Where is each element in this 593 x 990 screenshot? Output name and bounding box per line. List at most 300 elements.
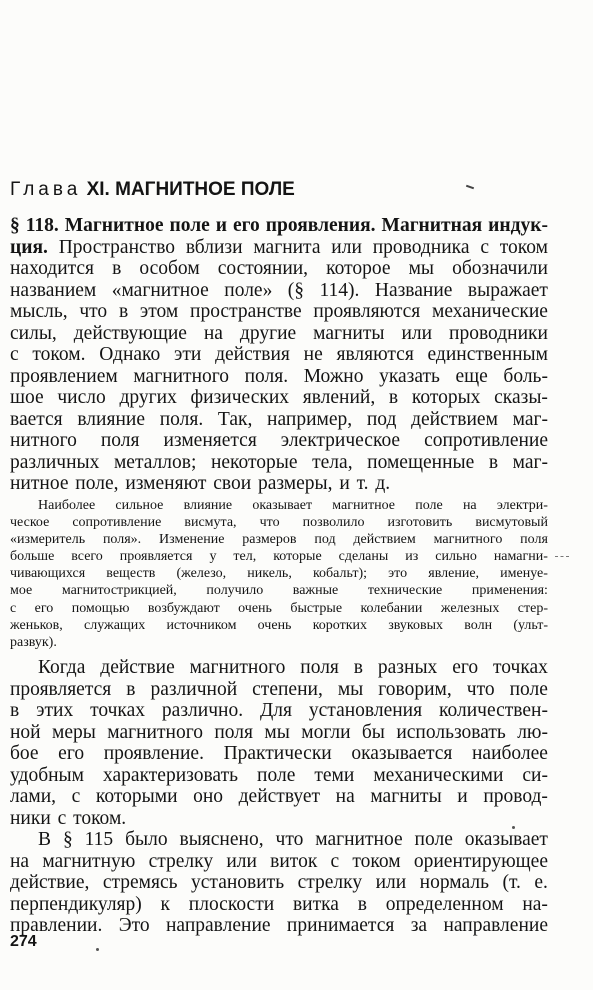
word: Это [118, 915, 150, 936]
word: поле [257, 764, 296, 786]
word: изменяется [163, 430, 257, 451]
word: действующие [73, 322, 187, 344]
word: свои [213, 473, 252, 494]
word: поля [520, 532, 548, 548]
word: под [366, 408, 397, 430]
word: 118. [25, 215, 59, 236]
word: чивающихся [10, 566, 86, 582]
margin-mark [555, 556, 569, 558]
text-line [10, 829, 548, 851]
word: точках [493, 657, 548, 678]
word: оказывает [252, 498, 313, 513]
word: в [118, 301, 129, 322]
word: могли [301, 721, 351, 743]
word: которыми [95, 786, 178, 807]
text-line [10, 323, 548, 345]
word: явление, [428, 566, 480, 582]
word: мы [264, 721, 290, 743]
word: проявление. [103, 743, 204, 764]
word: действия [215, 344, 290, 365]
word: этом [139, 301, 179, 322]
word: (§ [287, 279, 305, 301]
word: 115 [84, 829, 114, 850]
word: ники [10, 807, 51, 829]
word: развук). [10, 634, 57, 650]
word: ческое [10, 515, 50, 531]
word: е. [534, 872, 548, 893]
word: Практически [223, 743, 332, 764]
word: говорим, [378, 678, 452, 700]
word: число [57, 387, 106, 408]
word: например, [267, 408, 353, 430]
word: магнитную [42, 850, 136, 872]
word: всего [71, 549, 103, 565]
word: действие, [10, 872, 90, 893]
text-line [10, 894, 548, 916]
word: с [330, 850, 340, 872]
word: или [331, 236, 362, 258]
word: названием [10, 279, 97, 301]
word: под [314, 532, 336, 548]
word: источником [166, 617, 237, 633]
text-line [10, 872, 548, 894]
word: поля [300, 657, 339, 678]
word: разных [377, 657, 438, 678]
word: находится [10, 258, 95, 279]
word: бое [10, 743, 39, 764]
text-line [10, 409, 548, 431]
word: удобным [10, 764, 84, 786]
word: являются [336, 344, 414, 365]
word: проявляется [119, 549, 193, 565]
word: си- [522, 764, 548, 786]
word: в [388, 387, 399, 408]
word: ция. [10, 236, 48, 258]
word: направление [443, 915, 548, 936]
word: Название [374, 279, 453, 301]
word: к [160, 893, 171, 915]
word: провод- [483, 786, 548, 807]
word: различных [10, 451, 100, 473]
word: что [259, 515, 280, 531]
word: Магнитная [381, 215, 483, 236]
word: применения: [471, 583, 548, 599]
word: в [357, 893, 367, 915]
word: действие [100, 657, 175, 678]
word: его [452, 657, 479, 678]
text-line [10, 722, 548, 744]
word: маг- [512, 408, 548, 430]
word: указать [379, 365, 440, 387]
word: за [410, 915, 428, 936]
word: магнита [253, 236, 321, 258]
word: висмута, [184, 515, 237, 531]
word: некоторые [210, 451, 298, 473]
text-line [10, 915, 548, 937]
word: и [339, 473, 350, 494]
word: витка [292, 893, 339, 915]
word: на- [522, 893, 548, 915]
word: виток [270, 850, 318, 872]
word: поле [414, 829, 453, 850]
word: у [209, 549, 217, 565]
word: наиболее [471, 743, 548, 764]
word: явлений, [302, 387, 376, 408]
word: его [58, 743, 85, 764]
text-line [10, 679, 548, 701]
word: размеры, [257, 473, 333, 494]
word: стер- [517, 600, 548, 616]
word: этих [36, 700, 74, 721]
word: стрелку [297, 872, 363, 893]
word: поле [509, 678, 548, 700]
word: характеризовать [103, 764, 239, 786]
word: висмутовый [475, 515, 548, 531]
word: проявляются [313, 301, 421, 322]
chapter-title: XI. МАГНИТНОЕ ПОЛЕ [86, 179, 295, 200]
text-line [10, 548, 548, 565]
word: или [401, 322, 433, 344]
word: эти [174, 344, 202, 365]
text-line [10, 366, 548, 388]
text-line [10, 700, 548, 722]
word: током. [73, 807, 127, 829]
section-118-text [10, 215, 548, 495]
word: § [10, 215, 20, 236]
word: это [388, 566, 408, 582]
word: 114). [319, 279, 360, 301]
word: проявлением [10, 365, 118, 387]
word: нитное [10, 473, 69, 494]
word: сильно [435, 549, 477, 565]
word: нитного [10, 430, 77, 451]
word: больше [10, 549, 55, 565]
word: единственным [427, 344, 548, 365]
word: состоянии, [217, 258, 309, 279]
word: сопротивление [72, 515, 162, 531]
word: перпендикуляр) [10, 893, 142, 915]
word: поле [415, 498, 443, 513]
word: или [226, 850, 257, 872]
word: поля. [244, 365, 289, 387]
word: никель, [247, 566, 292, 582]
word: выяснено, [179, 829, 264, 850]
small-print-note [10, 497, 548, 651]
word: действием [353, 532, 416, 548]
word: поля [100, 430, 140, 451]
word: и [215, 215, 228, 236]
word: различно. [161, 700, 244, 721]
word: т. [356, 473, 369, 494]
word: особом [139, 258, 200, 279]
word: поля [214, 721, 253, 743]
word: Так, [217, 408, 253, 430]
word: выражает [467, 279, 548, 301]
word: получило [206, 583, 264, 599]
word: оказывает [464, 829, 548, 850]
print-speck [96, 948, 99, 951]
word: изменяют [125, 473, 207, 494]
word: сопротивление [424, 430, 548, 451]
word: физических [190, 387, 290, 408]
text-line [10, 215, 548, 237]
word: коротких [312, 617, 368, 633]
word: его [233, 215, 260, 236]
word: магниты [370, 786, 442, 807]
word: веществ [106, 566, 156, 582]
text-line [10, 531, 548, 548]
word: В [38, 829, 52, 850]
word: ориентирующее [413, 850, 548, 872]
word: Можно [303, 365, 364, 387]
word: током. [32, 344, 86, 365]
word: Когда [38, 657, 86, 678]
text-line [10, 301, 548, 323]
word: поле [169, 215, 210, 236]
word: магнитное [332, 498, 395, 513]
word: индук- [488, 215, 548, 236]
text-line [10, 430, 548, 452]
word: бы [361, 721, 385, 743]
word: действием [411, 408, 498, 430]
word: возбуждают [147, 600, 220, 616]
text-line [10, 565, 548, 582]
word: электрическое [280, 430, 401, 451]
word: током [352, 850, 401, 872]
text-line [10, 387, 548, 409]
word: помощью [71, 600, 130, 616]
word: мысль, [10, 301, 68, 322]
word: электри- [496, 498, 548, 513]
word: очень [257, 617, 292, 633]
word: поля». [102, 532, 142, 548]
word: тел, [233, 549, 257, 565]
page-number: 274 [10, 933, 37, 950]
word: в [126, 678, 136, 700]
text-line [10, 258, 548, 280]
word: количествен- [439, 700, 548, 721]
word: поля. [159, 408, 204, 430]
word: кобальт); [312, 566, 368, 582]
word: с [57, 807, 67, 829]
chapter-label: Глава [10, 179, 82, 200]
word: с [10, 600, 17, 616]
word: стрелку [148, 850, 214, 872]
word: Однако [99, 344, 161, 365]
word: определенном [385, 893, 504, 915]
text-line [10, 600, 548, 617]
word: различной [150, 678, 238, 700]
word: в [488, 451, 499, 473]
word: (т. [502, 872, 521, 893]
word: плоскости [188, 893, 275, 915]
word: шое [10, 387, 44, 408]
text-line [10, 582, 548, 599]
word: вается [10, 408, 63, 430]
word: действует [238, 786, 321, 807]
word: Пространство [58, 236, 176, 258]
word: проводники [449, 322, 548, 344]
word: влияние [183, 498, 233, 513]
word: д. [375, 473, 391, 494]
word: Для [259, 700, 292, 721]
word: его [34, 600, 54, 616]
word: тела, [312, 451, 353, 473]
word: обозначили [452, 258, 548, 279]
word: женьков, [10, 617, 63, 633]
word: поле» [224, 279, 273, 301]
word: стремясь [102, 872, 178, 893]
word: которые [273, 549, 322, 565]
word: очень [238, 600, 272, 616]
word: § [62, 829, 73, 850]
word: важные [292, 583, 339, 599]
word: Наиболее [38, 498, 96, 513]
word: сильное [115, 498, 164, 513]
word: звуковых [388, 617, 444, 633]
word: направление [166, 915, 271, 936]
text-line [10, 452, 548, 474]
word: других [119, 387, 177, 408]
word: мы [337, 678, 364, 700]
word: оказывается [351, 743, 453, 764]
word: металлов; [113, 451, 197, 473]
text-line [10, 743, 548, 765]
word: что [275, 829, 304, 850]
text-line [10, 765, 548, 787]
word: оно [193, 786, 224, 807]
word: еще [455, 365, 488, 387]
text-line [10, 497, 548, 514]
word: лами, [10, 786, 57, 807]
word: которых [411, 387, 481, 408]
word: сказы- [494, 387, 548, 408]
word: магнитного [107, 721, 203, 743]
word: служащих [84, 617, 146, 633]
text-line [10, 344, 548, 366]
word: с [480, 236, 489, 258]
word: размеров [242, 532, 297, 548]
word: другие [239, 322, 297, 344]
word: колебании [360, 600, 423, 616]
word: мое [10, 583, 33, 599]
text-line [10, 280, 548, 302]
word: пространстве [190, 301, 302, 322]
word: боль- [503, 365, 548, 387]
word: на [203, 322, 223, 344]
word: поле, [75, 473, 119, 494]
word: с [10, 344, 19, 365]
word: проявления. [265, 215, 376, 236]
word: установить [191, 872, 285, 893]
word: сделаны [338, 549, 389, 565]
text-line [10, 634, 548, 651]
word: влияние [77, 408, 145, 430]
word: вблизи [185, 236, 243, 258]
word: (ульт- [513, 617, 548, 633]
word: проявляется [10, 678, 112, 700]
word: из [405, 549, 419, 565]
word: точках [90, 700, 146, 721]
word: что [466, 678, 495, 700]
word: мы [408, 258, 435, 279]
word: магнитного [133, 365, 230, 387]
word: механические [432, 301, 548, 322]
word: на [335, 786, 355, 807]
word: «магнитное [111, 279, 209, 301]
word: теми [314, 764, 355, 786]
word: на [462, 498, 477, 513]
word: нормаль [419, 872, 489, 893]
word: использовать [396, 721, 506, 743]
text-line [10, 786, 548, 808]
word: магнитного [433, 532, 503, 548]
print-speck [512, 826, 515, 829]
word: правлении. [10, 915, 103, 936]
word: меры [52, 721, 96, 743]
word: которое [326, 258, 391, 279]
word: что [79, 301, 108, 322]
word: лю- [517, 721, 548, 743]
word: установления [308, 700, 423, 721]
word: механическими [373, 764, 504, 786]
word: принимается [286, 915, 395, 936]
word: проводника [372, 236, 470, 258]
text-line [10, 473, 548, 495]
word: в [10, 700, 20, 721]
word: именуе- [500, 566, 548, 582]
word: магнитострикцией, [61, 583, 177, 599]
word: или [375, 872, 407, 893]
text-line [10, 808, 548, 830]
word: с [71, 786, 81, 807]
word: в [112, 258, 122, 279]
word: током [499, 236, 548, 258]
word: магнитное [315, 829, 403, 850]
word: изготовить [387, 515, 453, 531]
word: (железо, [176, 566, 227, 582]
text-line [10, 657, 548, 679]
word: степени, [252, 678, 323, 700]
word: Изменение [159, 532, 225, 548]
word: намагни- [493, 549, 548, 565]
word: магниты [313, 322, 385, 344]
word: маг- [512, 451, 548, 473]
text-line [10, 617, 548, 634]
word: на [10, 850, 30, 872]
word: быстрые [290, 600, 343, 616]
word: было [125, 829, 168, 850]
text-line [10, 514, 548, 531]
chapter-heading [10, 178, 550, 202]
word: в [353, 657, 364, 678]
word: магнитного [189, 657, 286, 678]
word: помещенные [367, 451, 475, 473]
word: технические [367, 583, 443, 599]
word: позволило [302, 515, 365, 531]
word: и [457, 786, 468, 807]
word: волн [464, 617, 493, 633]
word: ной [10, 721, 41, 743]
text-line [10, 851, 548, 873]
word: силы, [10, 322, 57, 344]
word: железных [440, 600, 500, 616]
word: «измеритель [10, 532, 86, 548]
paragraph-measure-of-field [10, 657, 548, 937]
word: не [303, 344, 323, 365]
word: Магнитное [64, 215, 164, 236]
text-line [10, 237, 548, 259]
